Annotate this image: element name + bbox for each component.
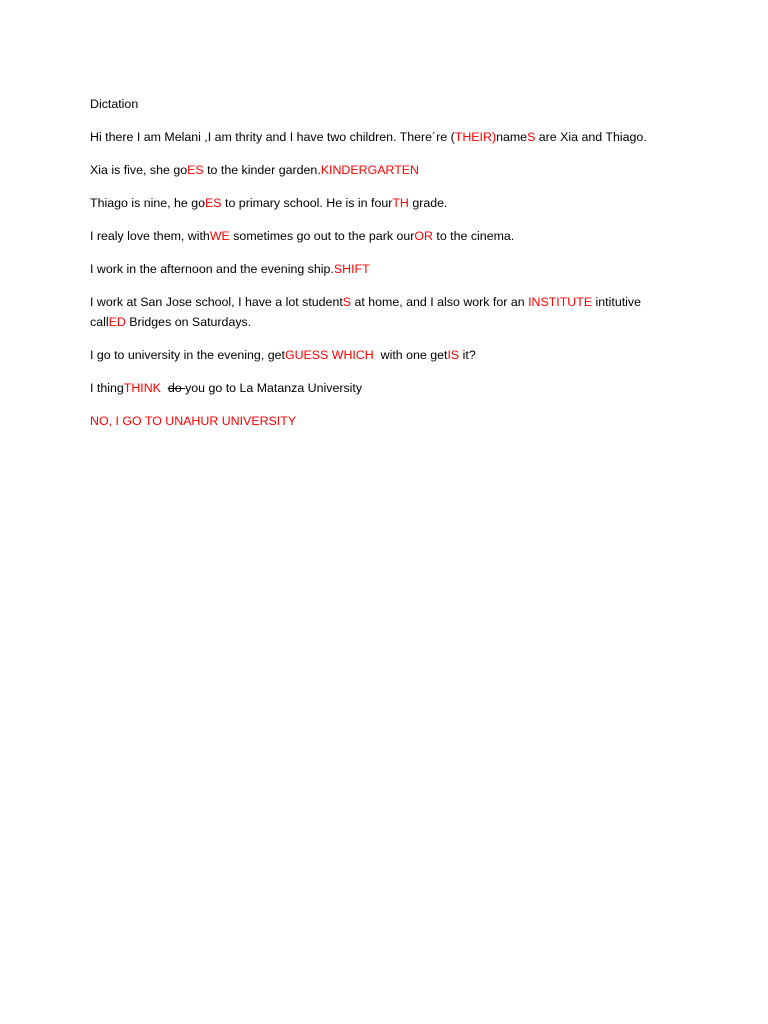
paragraph [90, 345, 660, 365]
document-title: Dictation [90, 97, 139, 111]
paragraph [90, 226, 660, 246]
paragraph-text: name [496, 130, 528, 144]
paragraph [90, 193, 660, 213]
paragraph [90, 160, 660, 180]
struck-text: do [167, 381, 186, 395]
paragraph [90, 259, 660, 279]
correction-text: S [527, 130, 536, 144]
correction-text: ED [108, 315, 126, 329]
paragraph-text: I go to university in the evening, get [90, 348, 285, 362]
correction-text: THINK [123, 381, 168, 395]
paragraph-text: Thiago is nine, he go [90, 196, 206, 210]
paragraph-text: Bridges on Saturdays. [125, 315, 252, 329]
paragraph [90, 292, 660, 332]
correction-text: GUESS WHICH [284, 348, 381, 362]
correction-text: ES [205, 196, 222, 210]
paragraph-text: at home, and I also work for an [351, 295, 529, 309]
correction-text: NO, I GO TO UNAHUR UNIVERSITY [90, 414, 297, 428]
correction-text: THEIR) [454, 130, 497, 144]
paragraph [90, 411, 660, 431]
correction-text: WE [209, 229, 230, 243]
paragraph-text: to the kinder garden. [203, 163, 321, 177]
paragraph-text: I realy love them, with [90, 229, 210, 243]
correction-text: TH [392, 196, 409, 210]
document-body [90, 94, 660, 444]
paragraph-text: grade. [408, 196, 448, 210]
correction-text: S [342, 295, 352, 309]
paragraph-text: Hi there I am Melani ,I am thrity and I have two children. There´re ( [90, 130, 455, 144]
paragraph-text: Xia is five, she go [90, 163, 188, 177]
paragraph [90, 127, 660, 147]
paragraph-text: you go to La Matanza University [185, 381, 363, 395]
correction-text: KINDERGARTEN [320, 163, 419, 177]
paragraph-list [90, 127, 660, 431]
paragraph-text: to primary school. He is in four [221, 196, 393, 210]
paragraph-text: I work in the afternoon and the evening ship. [90, 262, 334, 276]
paragraph-text: I thing [90, 381, 124, 395]
paragraph-text: it? [459, 348, 476, 362]
paragraph-text: are Xia and Thiago. [535, 130, 647, 144]
paragraph-text: sometimes go out to the park our [229, 229, 415, 243]
correction-text: OR [414, 229, 433, 243]
paragraph-text: intitutive call [90, 295, 641, 329]
correction-text: INSTITUTE [528, 295, 593, 309]
correction-text: ES [187, 163, 204, 177]
correction-text: IS [447, 348, 460, 362]
paragraph-text: with one get [380, 348, 448, 362]
correction-text: SHIFT [333, 262, 370, 276]
paragraph [90, 378, 660, 398]
paragraph-text: to the cinema. [432, 229, 515, 243]
paragraph-text: I work at San Jose school, I have a lot student [90, 295, 343, 309]
